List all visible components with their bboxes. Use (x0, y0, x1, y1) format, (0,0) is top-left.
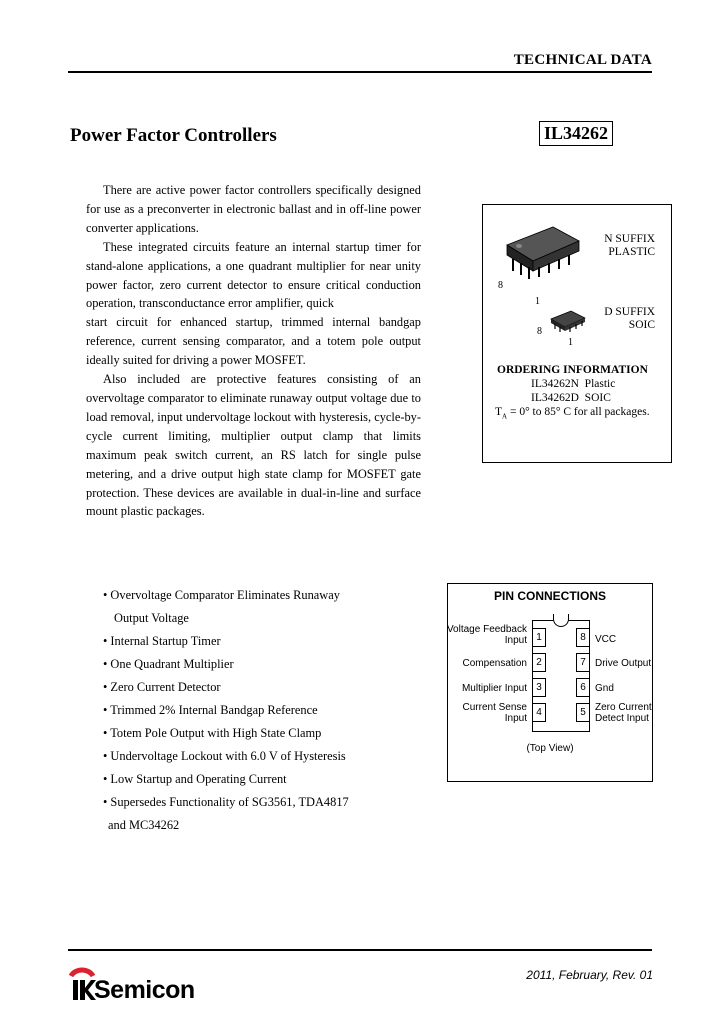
feature-item: • Undervoltage Lockout with 6.0 V of Hysteresis (103, 749, 346, 763)
pin-3-number: 3 (532, 678, 546, 697)
dip-package-icon (493, 219, 589, 289)
description-para-3: start circuit for enhanced startup, trimmed internal bandgap reference, current sensing comparator, and a totem pole output ideally suited for driving a power MOSFET. (86, 315, 421, 368)
pin-connections-box (447, 583, 653, 782)
pin-connections-title: PIN CONNECTIONS (493, 589, 606, 603)
pin-7-label: Drive Output (595, 658, 652, 669)
soic-pin1-label: 1 (568, 337, 573, 348)
soic-package-icon (545, 305, 591, 339)
feature-item: and MC34262 (108, 818, 180, 832)
pin-4-label: Current Sense Input (462, 702, 527, 724)
feature-item: Output Voltage (114, 611, 189, 625)
ordering-row-1: IL34262N Plastic (531, 378, 616, 390)
top-view-label: (Top View) (526, 743, 574, 754)
footer-date: 2011, February, Rev. 01 (526, 968, 653, 982)
pin-7-number: 7 (576, 653, 590, 672)
package-info-box (482, 204, 672, 463)
pin-6-label: Gnd (595, 683, 614, 694)
feature-item: • Supersedes Functionality of SG3561, TDA4817 (103, 795, 349, 809)
feature-item: • Internal Startup Timer (103, 634, 221, 648)
dip-pin1-label: 1 (535, 296, 540, 307)
pin-8-label: VCC (595, 634, 617, 645)
ordering-title: ORDERING INFORMATION (497, 364, 648, 376)
pin-6-number: 6 (576, 678, 590, 697)
feature-item: • Trimmed 2% Internal Bandgap Reference (103, 703, 318, 717)
temperature-range: $T_A = 0^\circ$ to 85° C for all packages. (495, 406, 650, 421)
footer-rule (68, 949, 652, 951)
feature-item: • One Quadrant Multiplier (103, 657, 234, 671)
dip-pin8-label: 8 (498, 280, 503, 291)
pin-3-label: Multiplier Input (461, 683, 527, 694)
soic-pin8-label: 8 (537, 326, 542, 337)
pin-2-label: Compensation (462, 658, 527, 669)
pin-8-number: 8 (576, 628, 590, 647)
d-suffix-label: D SUFFIX SOIC (604, 306, 655, 331)
n-suffix-label: N SUFFIX PLASTIC (604, 233, 655, 258)
feature-item: • Overvoltage Comparator Eliminates Runaway (103, 588, 340, 602)
page-title: Power Factor Controllers (70, 125, 277, 146)
part-number-box: IL34262 (539, 121, 613, 146)
header-section-label: TECHNICAL DATA (513, 52, 652, 68)
description (86, 181, 421, 521)
description-para-4: Also included are protective features consisting of an overvoltage comparator to eliminate runaway output voltage due to load removal, input undervoltage lockout with hysteresis, cycle-by-cycle current limiting, multiplier output clamp that limits maximum peak switch current, an RS latch for single pulse metering, and a drive output high state clamp for MOSFET gate protection. These devices are available in dual-in-line and surface mount plastic packages. (86, 372, 421, 519)
header-rule (68, 71, 652, 73)
ordering-row-2: IL34262D SOIC (531, 392, 611, 404)
feature-item: • Low Startup and Operating Current (103, 772, 287, 786)
pin-1-number: 1 (532, 628, 546, 647)
pin-1-label: Voltage Feedback Input (446, 624, 527, 646)
description-para-2: These integrated circuits feature an internal startup timer for stand-alone applications, a one quadrant multiplier for near unity power factor, zero current detector to ensure critical conduction operation, transconductance error amplifier, quick (86, 239, 421, 311)
pin-5-number: 5 (576, 703, 590, 722)
company-logo-text: Semicon (94, 976, 195, 1004)
ik-logo-icon (68, 962, 96, 1006)
pin-4-number: 4 (532, 703, 546, 722)
description-para-1: There are active power factor controllers specifically designed for use as a preconverter in electronic ballast and in off-line power converter applications. (86, 183, 421, 235)
pin-2-number: 2 (532, 653, 546, 672)
feature-list (103, 584, 349, 837)
feature-item: • Zero Current Detector (103, 680, 221, 694)
feature-item: • Totem Pole Output with High State Clamp (103, 726, 322, 740)
pin-5-label: Zero Current Detect Input (595, 702, 652, 724)
